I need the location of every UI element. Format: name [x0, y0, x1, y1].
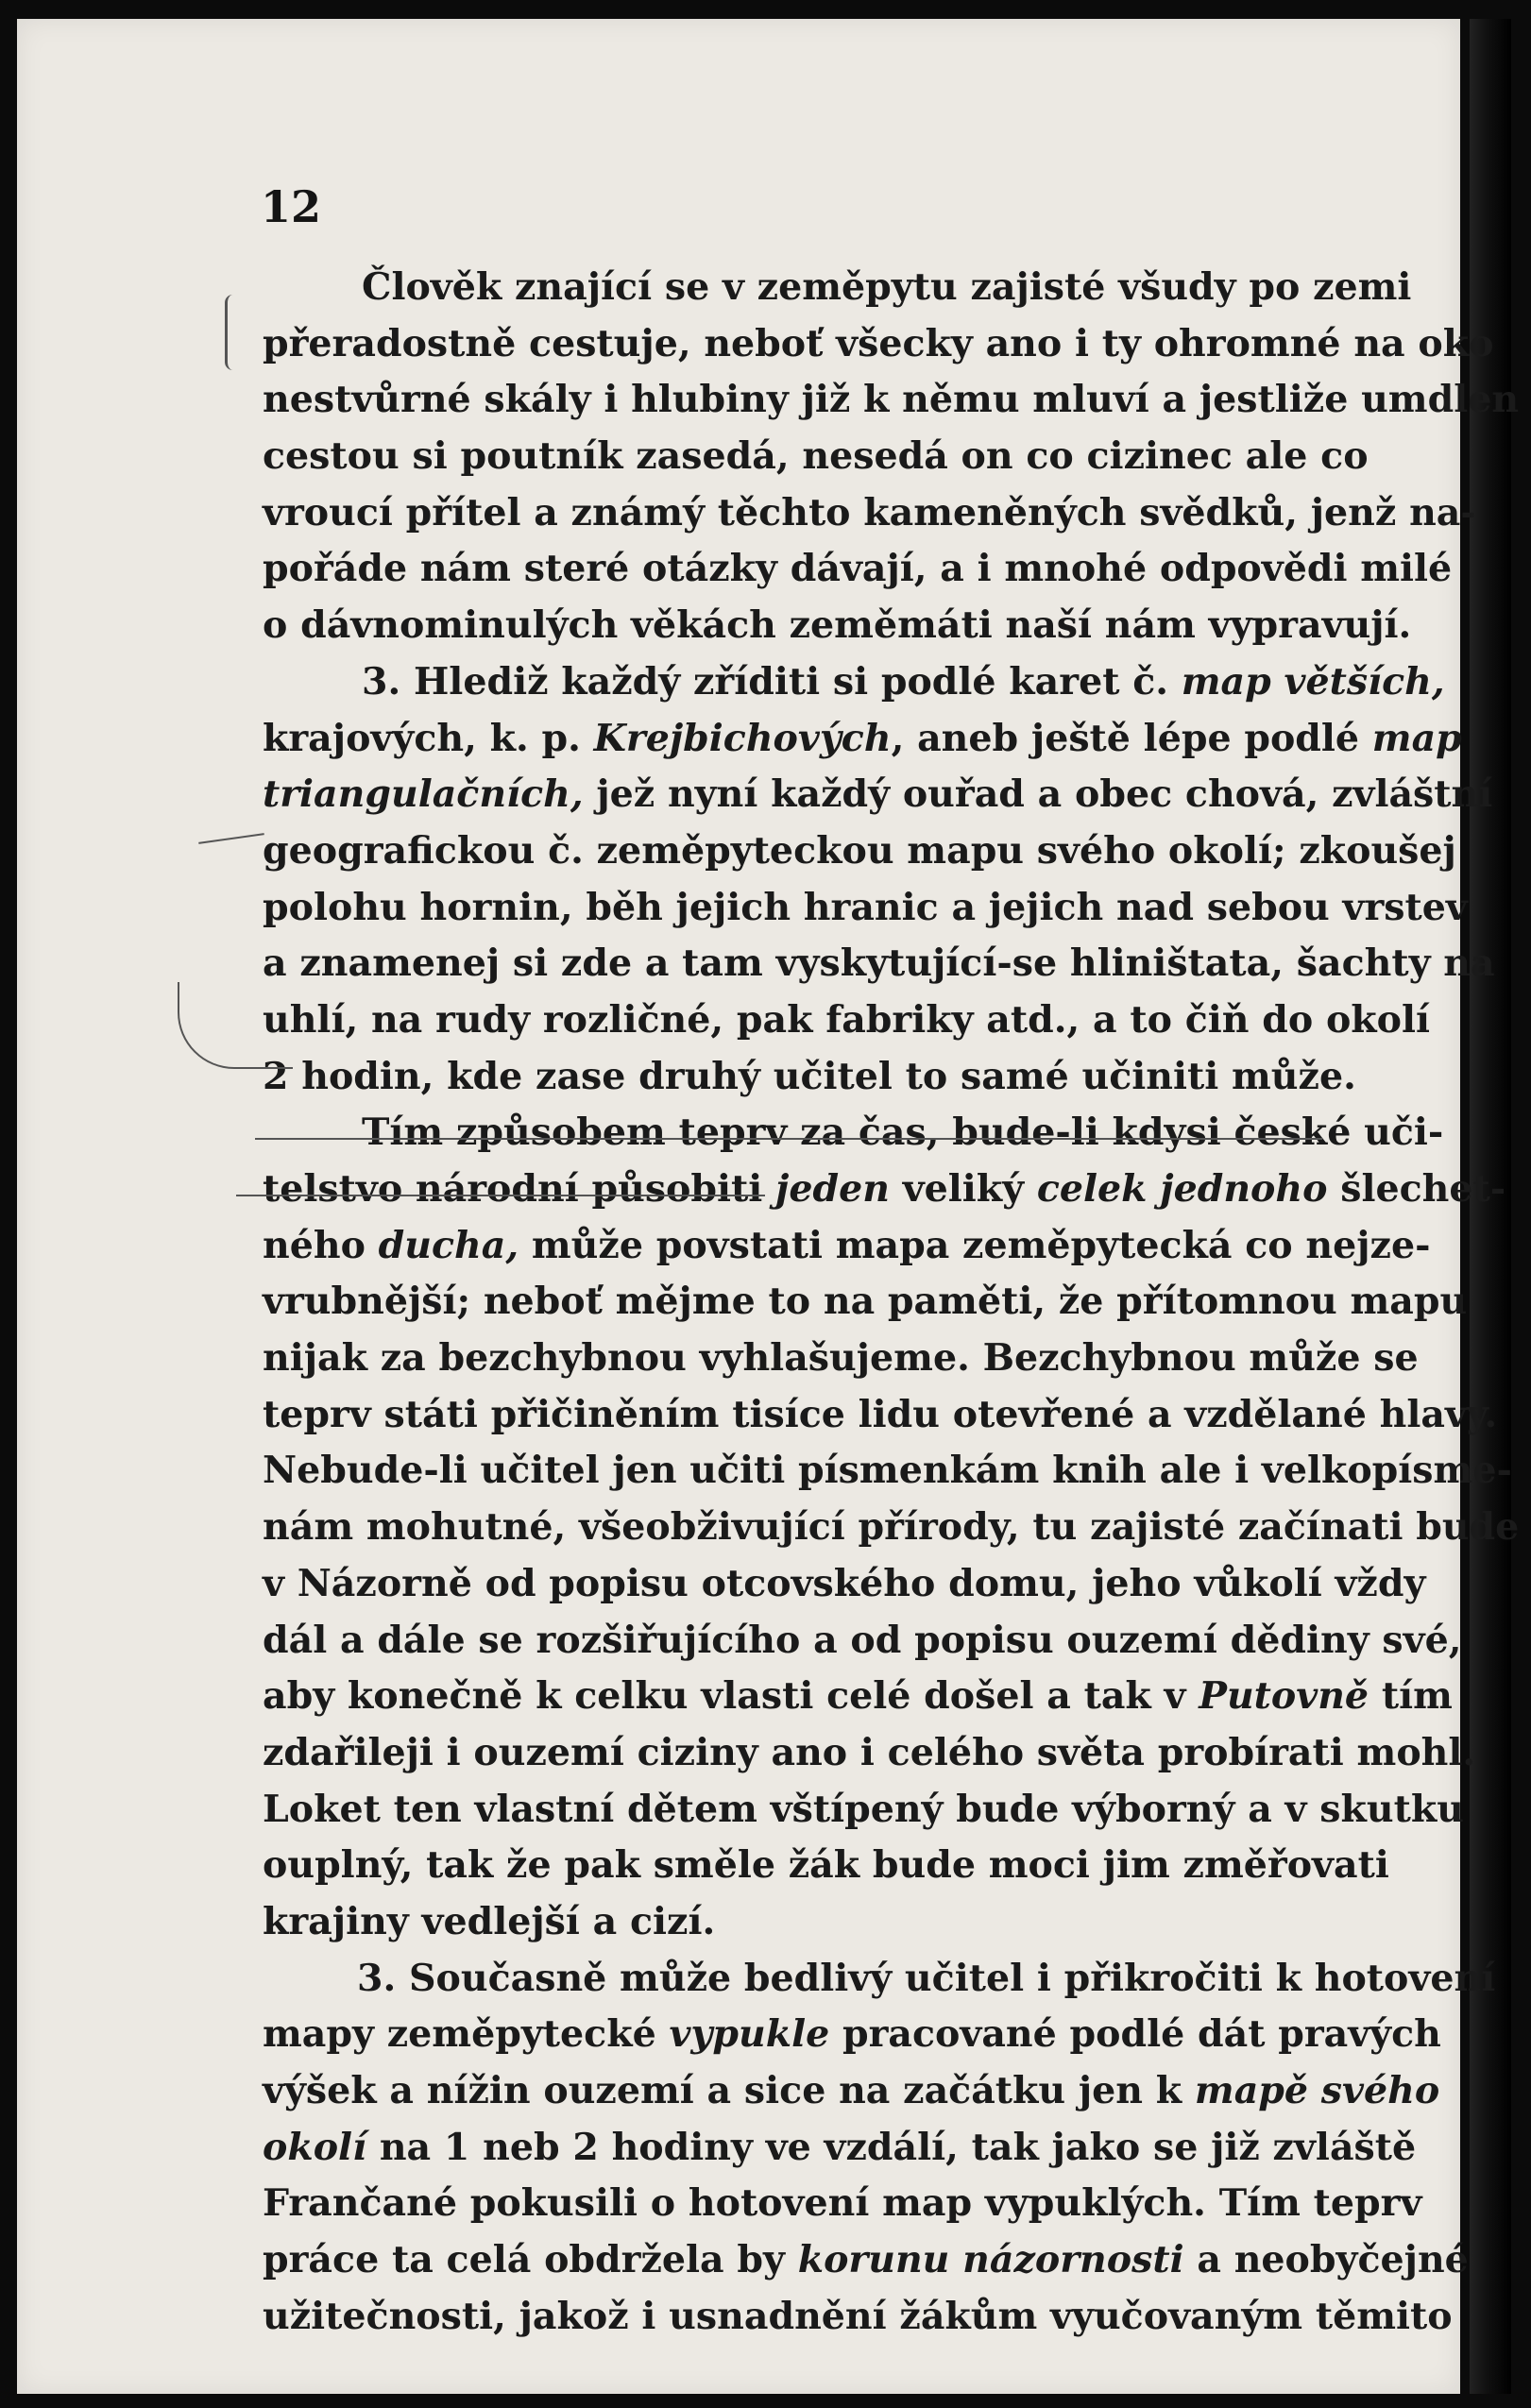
italic-text: map — [1371, 716, 1462, 760]
text-line — [263, 1613, 1462, 1670]
italic-text: Krejbichových — [593, 716, 892, 760]
text-segment: mapy zeměpytecké — [263, 2012, 670, 2057]
text-segment: 2 hodin, kde zase druhý učitel to samé učiniti může. — [263, 1054, 1356, 1098]
text-line — [263, 2063, 1440, 2120]
text-line — [263, 598, 1412, 654]
text-segment: geografickou č. zeměpyteckou mapu svého okolí; zkoušej — [263, 828, 1456, 873]
text-segment: Nebude-li učitel jen učiti písmenkám knih ale i velkopísme- — [263, 1449, 1512, 1493]
text-line — [263, 2289, 1453, 2346]
text-segment: jež nyní každý ouřad a obec chová, zvláštní — [583, 772, 1493, 817]
italic-text: ducha, — [378, 1223, 519, 1267]
text-segment: veliký — [889, 1167, 1037, 1211]
text-line — [263, 1556, 1426, 1613]
text-line — [263, 1443, 1512, 1500]
text-segment: vrubnější; neboť mějme to na paměti, že přítomnou mapu — [263, 1280, 1468, 1324]
text-segment: přeradostně cestuje, neboť všecky ano i ty ohromné na oko — [263, 321, 1494, 365]
text-line — [263, 2007, 1441, 2063]
text-line — [263, 1387, 1498, 1444]
text-segment: ouplný, tak že pak směle žák bude moci jim změřovati — [263, 1843, 1389, 1888]
text-segment: tím — [1369, 1674, 1453, 1719]
text-segment: v Názorně od popisu otcovského domu, jeho vůkolí vždy — [263, 1561, 1426, 1605]
page-number: 12 — [261, 181, 322, 232]
text-segment: nijak za bezchybnou vyhlašujeme. Bezchybnou může se — [263, 1336, 1419, 1381]
text-segment: , aneb ještě lépe podlé — [891, 716, 1372, 760]
text-segment: práce ta celá obdržela by — [263, 2238, 798, 2282]
text-segment: pracované podlé dát pravých — [829, 2012, 1441, 2057]
text-segment: cestou si poutník zasedá, nesedá on co cizinec ale co — [263, 434, 1369, 479]
text-segment: o dávnominulých věkách zeměmáti naší nám vypravují. — [263, 603, 1412, 648]
text-line — [263, 541, 1453, 598]
italic-text: celek jednoho — [1036, 1167, 1328, 1211]
text-line — [263, 2176, 1422, 2232]
text-segment: telstvo národní působiti — [263, 1167, 776, 1211]
text-segment: užitečnosti, jakož i usnadnění žákům vyučovaným těmito — [263, 2294, 1453, 2338]
text-segment: krajových, k. p. — [263, 716, 594, 760]
text-segment: 3. Současně může bedlivý učitel i přikročiti k hotovení — [357, 1956, 1496, 2000]
text-line — [263, 1049, 1356, 1106]
text-line — [263, 992, 1431, 1049]
pencil-mark-bracket — [225, 295, 241, 370]
text-segment: ného — [263, 1223, 379, 1267]
text-line — [263, 1782, 1464, 1839]
text-segment: a neobyčejné — [1183, 2238, 1469, 2282]
text-segment: zdařileji i ouzemí ciziny ano i celého světa probírati mohl. — [263, 1730, 1476, 1774]
italic-text: mapě svého — [1194, 2069, 1440, 2112]
text-line — [263, 936, 1495, 992]
text-line — [263, 1500, 1520, 1556]
text-segment: Frančané pokusili o hotovení map vypuklých. Tím teprv — [263, 2181, 1422, 2226]
italic-text: triangulačních, — [263, 772, 584, 817]
text-line — [263, 1162, 1506, 1218]
text-line — [263, 2120, 1417, 2177]
text-segment: aby konečně k celku vlasti celé došel a tak v — [263, 1674, 1199, 1719]
pencil-mark-underline — [236, 1195, 765, 1196]
italic-text: korunu názornosti — [797, 2238, 1184, 2282]
text-segment: polohu hornin, běh jejich hranic a jejich nad sebou vrstev — [263, 885, 1468, 929]
italic-text: map větších, — [1181, 659, 1445, 704]
text-segment: nestvůrné skály i hlubiny již k němu mluví a jestliže umdlen — [263, 378, 1520, 422]
text-line — [263, 429, 1369, 485]
italic-text: vypukle — [669, 2012, 830, 2057]
text-segment: krajiny vedlejší a cizí. — [263, 1899, 716, 1943]
text-line — [263, 880, 1468, 937]
text-line — [263, 1274, 1468, 1331]
text-line — [263, 1331, 1419, 1387]
text-line — [263, 372, 1520, 429]
pencil-mark-underline — [255, 1138, 1322, 1140]
text-line — [263, 654, 1445, 711]
text-line — [263, 485, 1476, 542]
text-line — [263, 1838, 1389, 1894]
text-segment: může povstati mapa zeměpytecká co nejze- — [519, 1223, 1431, 1267]
text-segment: Člověk znající se v zeměpytu zajisté všudy po zemi — [362, 265, 1412, 309]
text-line — [263, 260, 1412, 316]
text-segment: Loket ten vlastní dětem vštípený bude výborný a v skutku — [263, 1787, 1464, 1831]
text-line — [263, 1951, 1496, 2008]
text-segment: šlechet- — [1327, 1167, 1506, 1211]
italic-text: jeden — [775, 1167, 890, 1211]
text-segment: dál a dále se rozšiřujícího a od popisu ouzemí dědiny své, — [263, 1618, 1462, 1662]
text-segment: teprv státi přičiněním tisíce lidu otevřené a vzdělané hlavy. — [263, 1392, 1498, 1436]
text-line — [263, 1669, 1453, 1725]
text-line — [263, 2232, 1469, 2289]
text-segment: a znamenej si zde a tam vyskytující-se hliništata, šachty na — [263, 941, 1495, 986]
text-segment: výšek a nížin ouzemí a sice na začátku jen k — [263, 2069, 1195, 2112]
text-line — [263, 1105, 1444, 1162]
text-segment: 3. Hlediž každý zříditi si podlé karet č. — [362, 659, 1182, 704]
text-segment: vroucí přítel a známý těchto kameněných svědků, jenž na- — [263, 490, 1476, 534]
text-line — [263, 1725, 1476, 1782]
text-line — [263, 823, 1456, 880]
text-segment: uhlí, na rudy rozličné, pak fabriky atd., a to čiň do okolí — [263, 997, 1431, 1042]
text-line — [263, 1218, 1431, 1275]
text-segment: pořáde nám steré otázky dávají, a i mnohé odpovědi milé — [263, 547, 1453, 591]
text-segment: nám mohutné, všeobživující přírody, tu zajisté začínati bude — [263, 1505, 1520, 1550]
text-line — [263, 316, 1494, 373]
text-line — [263, 711, 1462, 768]
text-line — [263, 1894, 1332, 1951]
italic-text: okolí — [263, 2125, 367, 2169]
text-segment: Tím způsobem teprv za čas, bude-li kdysi české uči- — [362, 1111, 1444, 1155]
body-text — [263, 260, 1520, 2345]
text-line — [263, 767, 1493, 823]
italic-text: Putovně — [1199, 1674, 1369, 1719]
text-segment: na 1 neb 2 hodiny ve vzdálí, tak jako se již zvláště — [366, 2125, 1417, 2169]
